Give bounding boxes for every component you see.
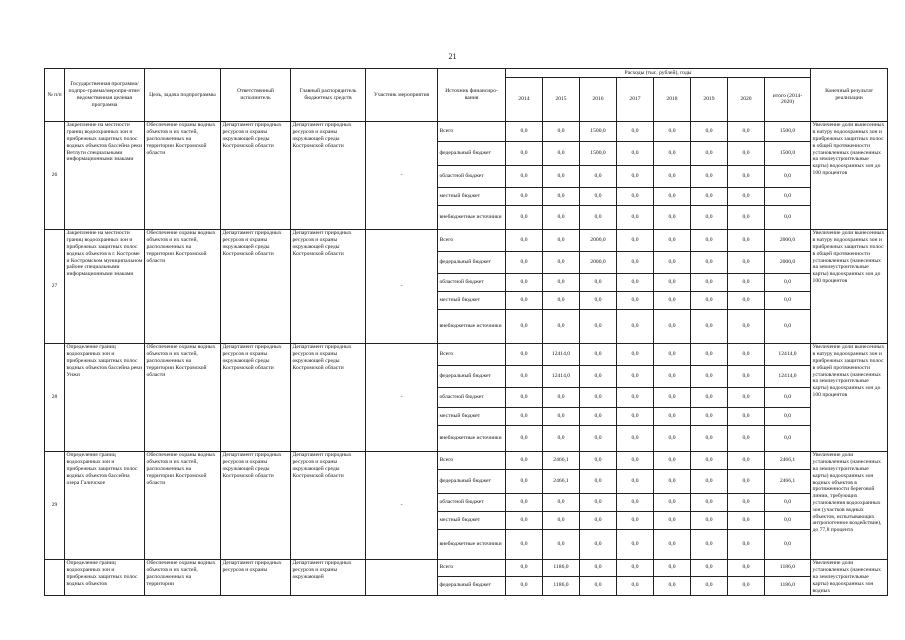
result-text: Увеличение доли вынесенных в натуру водоохранных зон и прибрежных защитных полос в общей протяженности установленных (нанесенных на землеустроительные карты) водоохранных зон до 100 процентов <box>811 121 888 229</box>
amount-cell: 0,0 <box>654 559 691 576</box>
amount-cell: 0,0 <box>506 365 543 387</box>
financing-source: Всего <box>438 343 506 365</box>
header-result: Конечный результат реализации <box>811 69 888 122</box>
amount-cell: 0,0 <box>654 576 691 595</box>
amount-cell: 0,0 <box>728 451 765 469</box>
amount-cell: 2000,0 <box>580 229 617 251</box>
participant-text: - <box>366 343 438 451</box>
financing-source: внебюджетные источники <box>438 425 506 451</box>
amount-cell: 0,0 <box>580 343 617 365</box>
amount-cell: 0,0 <box>506 291 543 309</box>
amount-cell: 0,0 <box>691 251 728 273</box>
amount-cell: 0,0 <box>691 229 728 251</box>
amount-cell: 0,0 <box>506 121 543 141</box>
amount-cell: 0,0 <box>728 493 765 511</box>
amount-total: 0,0 <box>765 291 811 309</box>
financing-source: федеральный бюджет <box>438 141 506 165</box>
amount-cell: 2000,0 <box>580 251 617 273</box>
amount-cell: 0,0 <box>654 387 691 407</box>
amount-total: 12414,0 <box>765 343 811 365</box>
amount-cell: 0,0 <box>506 559 543 576</box>
amount-cell: 0,0 <box>654 205 691 229</box>
amount-cell: 0,0 <box>691 141 728 165</box>
amount-cell: 0,0 <box>617 309 654 343</box>
manager-text: Департамент природных ресурсов и охраны окружающей среды Костромской области <box>291 121 366 229</box>
amount-cell: 0,0 <box>654 365 691 387</box>
amount-cell: 0,0 <box>654 309 691 343</box>
amount-cell: 0,0 <box>691 273 728 291</box>
amount-cell: 0,0 <box>654 165 691 187</box>
financing-source: Всего <box>438 559 506 576</box>
amount-cell: 0,0 <box>691 187 728 205</box>
result-text: Увеличение доли установленных (нанесенных на землеустроительные карты) водоохранных зон водных <box>811 559 888 595</box>
row-number: 29 <box>45 451 65 559</box>
amount-cell: 0,0 <box>506 511 543 529</box>
executor-text: Департамент природных ресурсов и охраны <box>221 559 291 595</box>
goal-text: Обеспечение охраны водных объектов и их частей, расположенных на территории Костромской области <box>145 451 221 559</box>
header-executor: Ответственный исполнитель <box>221 69 291 122</box>
manager-text: Департамент природных ресурсов и охраны окружающей среды Костромской области <box>291 229 366 343</box>
amount-cell: 0,0 <box>543 387 580 407</box>
manager-text: Департамент природных ресурсов и охраны окружающей <box>291 559 366 595</box>
amount-total: 0,0 <box>765 407 811 425</box>
amount-cell: 0,0 <box>617 576 654 595</box>
table-row <box>45 121 888 141</box>
amount-cell: 0,0 <box>543 529 580 559</box>
amount-cell: 0,0 <box>728 469 765 493</box>
amount-cell: 0,0 <box>691 365 728 387</box>
amount-cell: 0,0 <box>617 141 654 165</box>
amount-cell: 0,0 <box>691 425 728 451</box>
result-text: Увеличение доли вынесенных в натуру водоохранных зон и прибрежных защитных полос в общей протяженности установленных (нанесенных на землеустроительные карты) водоохранных зон до 100 процентов <box>811 229 888 343</box>
amount-cell: 0,0 <box>506 273 543 291</box>
amount-cell: 0,0 <box>543 493 580 511</box>
amount-cell: 0,0 <box>506 407 543 425</box>
amount-cell: 0,0 <box>580 451 617 469</box>
amount-cell: 0,0 <box>728 121 765 141</box>
amount-cell: 0,0 <box>691 576 728 595</box>
amount-cell: 0,0 <box>691 493 728 511</box>
participant-text <box>366 559 438 595</box>
amount-cell: 0,0 <box>728 559 765 576</box>
amount-cell: 0,0 <box>506 141 543 165</box>
amount-cell: 0,0 <box>728 343 765 365</box>
amount-cell: 0,0 <box>654 425 691 451</box>
amount-cell: 0,0 <box>691 343 728 365</box>
amount-cell: 0,0 <box>691 309 728 343</box>
amount-cell: 0,0 <box>506 343 543 365</box>
program-name: Закрепление на местности границ водоохранных зон и прибрежных защитных полос водных объектов бассейна реки Ветлуги специальными информационными знаками <box>65 121 145 229</box>
amount-total: 2000,0 <box>765 251 811 273</box>
financing-table <box>44 68 888 596</box>
amount-cell: 1186,0 <box>543 559 580 576</box>
amount-cell: 0,0 <box>654 469 691 493</box>
amount-cell: 0,0 <box>617 511 654 529</box>
amount-cell: 0,0 <box>580 425 617 451</box>
amount-cell: 0,0 <box>728 165 765 187</box>
participant-text: - <box>366 451 438 559</box>
amount-cell: 0,0 <box>691 559 728 576</box>
table-row <box>45 451 888 469</box>
header-participant: Участник мероприятия <box>366 69 438 122</box>
amount-cell: 0,0 <box>543 251 580 273</box>
financing-source: областной бюджет <box>438 493 506 511</box>
amount-total: 12414,0 <box>765 365 811 387</box>
amount-total: 0,0 <box>765 529 811 559</box>
financing-source: Всего <box>438 121 506 141</box>
amount-cell: 0,0 <box>617 291 654 309</box>
table-row <box>45 559 888 576</box>
amount-cell: 0,0 <box>580 165 617 187</box>
amount-cell: 0,0 <box>580 309 617 343</box>
amount-cell: 0,0 <box>654 251 691 273</box>
amount-cell: 0,0 <box>691 291 728 309</box>
amount-cell: 0,0 <box>691 529 728 559</box>
financing-source: местный бюджет <box>438 511 506 529</box>
goal-text: Обеспечение охраны водных объектов и их частей, расположенных на территории <box>145 559 221 595</box>
executor-text: Департамент природных ресурсов и охраны окружающей среды Костромской области <box>221 121 291 229</box>
amount-cell: 0,0 <box>617 165 654 187</box>
financing-source: областной бюджет <box>438 273 506 291</box>
amount-cell: 0,0 <box>728 576 765 595</box>
result-text: Увеличение доли установленных (нанесенных на землеустроительные карты) водоохранных зон водных объектов в протяженности береговой линии, требующих установления водоохранных зон (участков водных объектов, испытывающих антропогенное воздействие), до 77,8 процента <box>811 451 888 559</box>
executor-text: Департамент природных ресурсов и охраны окружающей среды Костромской области <box>221 229 291 343</box>
amount-cell: 0,0 <box>654 187 691 205</box>
amount-cell: 0,0 <box>580 576 617 595</box>
amount-cell: 0,0 <box>617 229 654 251</box>
amount-cell: 0,0 <box>654 511 691 529</box>
financing-source: местный бюджет <box>438 187 506 205</box>
amount-total: 0,0 <box>765 309 811 343</box>
financing-source: внебюджетные источники <box>438 205 506 229</box>
goal-text: Обеспечение охраны водных объектов и их частей, расположенных на территории Костромской области <box>145 121 221 229</box>
amount-cell: 0,0 <box>654 273 691 291</box>
header-year: 2020 <box>728 77 765 121</box>
amount-cell: 0,0 <box>617 365 654 387</box>
amount-cell: 0,0 <box>543 291 580 309</box>
header-year: 2015 <box>543 77 580 121</box>
participant-text: - <box>366 229 438 343</box>
table-row <box>45 343 888 365</box>
amount-cell: 0,0 <box>580 511 617 529</box>
financing-source: федеральный бюджет <box>438 576 506 595</box>
amount-total: 0,0 <box>765 187 811 205</box>
amount-cell: 0,0 <box>506 425 543 451</box>
amount-cell: 0,0 <box>728 511 765 529</box>
manager-text: Департамент природных ресурсов и охраны окружающей среды Костромской области <box>291 451 366 559</box>
amount-total: 0,0 <box>765 425 811 451</box>
goal-text: Обеспечение охраны водных объектов и их частей, расположенных на территории Костромской области <box>145 229 221 343</box>
amount-cell: 0,0 <box>543 425 580 451</box>
amount-cell: 0,0 <box>691 121 728 141</box>
amount-cell: 0,0 <box>506 469 543 493</box>
header-num: № п/п <box>45 69 65 122</box>
row-number: 28 <box>45 343 65 451</box>
amount-cell: 0,0 <box>654 121 691 141</box>
amount-cell: 0,0 <box>580 493 617 511</box>
header-source: Источник финансиро-вания <box>438 69 506 122</box>
amount-cell: 0,0 <box>506 387 543 407</box>
amount-cell: 12414,0 <box>543 343 580 365</box>
amount-cell: 1500,0 <box>580 121 617 141</box>
amount-total: 1500,0 <box>765 141 811 165</box>
amount-cell: 0,0 <box>654 343 691 365</box>
row-number: 26 <box>45 121 65 229</box>
amount-cell: 0,0 <box>654 529 691 559</box>
amount-cell: 0,0 <box>654 229 691 251</box>
financing-source: внебюджетные источники <box>438 309 506 343</box>
amount-cell: 0,0 <box>506 451 543 469</box>
amount-cell: 0,0 <box>506 229 543 251</box>
amount-cell: 12414,0 <box>543 365 580 387</box>
amount-cell: 0,0 <box>580 529 617 559</box>
amount-cell: 0,0 <box>580 187 617 205</box>
amount-cell: 0,0 <box>728 309 765 343</box>
amount-total: 2466,1 <box>765 451 811 469</box>
amount-cell: 0,0 <box>543 121 580 141</box>
amount-cell: 0,0 <box>506 309 543 343</box>
table-header <box>45 69 888 122</box>
financing-source: областной бюджет <box>438 165 506 187</box>
amount-cell: 0,0 <box>506 165 543 187</box>
amount-cell: 0,0 <box>580 365 617 387</box>
amount-cell: 0,0 <box>506 251 543 273</box>
amount-cell: 0,0 <box>728 141 765 165</box>
amount-cell: 0,0 <box>617 205 654 229</box>
financing-source: федеральный бюджет <box>438 469 506 493</box>
amount-cell: 0,0 <box>617 451 654 469</box>
amount-cell: 0,0 <box>654 141 691 165</box>
amount-cell: 0,0 <box>654 291 691 309</box>
amount-cell: 0,0 <box>728 205 765 229</box>
amount-cell: 0,0 <box>654 407 691 425</box>
amount-cell: 0,0 <box>543 309 580 343</box>
amount-cell: 0,0 <box>617 343 654 365</box>
amount-cell: 0,0 <box>506 493 543 511</box>
amount-cell: 0,0 <box>506 576 543 595</box>
amount-cell: 0,0 <box>617 387 654 407</box>
amount-cell: 0,0 <box>543 165 580 187</box>
participant-text: - <box>366 121 438 229</box>
program-name: Определение границ водоохранных зон и прибрежных защитных полос водных объектов бассейна озера Галичское <box>65 451 145 559</box>
amount-cell: 0,0 <box>728 251 765 273</box>
table-row <box>45 229 888 251</box>
amount-cell: 2466,1 <box>543 469 580 493</box>
header-year: 2017 <box>617 77 654 121</box>
amount-cell: 1500,0 <box>580 141 617 165</box>
financing-source: Всего <box>438 451 506 469</box>
amount-cell: 0,0 <box>691 387 728 407</box>
result-text: Увеличение доли вынесенных в натуру водоохранных зон и прибрежных защитных полос в общей протяженности установленных (нанесенных на землеустроительные карты) водоохранных зон до 100 процентов <box>811 343 888 451</box>
financing-source: областной бюджет <box>438 387 506 407</box>
amount-cell: 0,0 <box>691 205 728 229</box>
amount-cell: 0,0 <box>543 141 580 165</box>
amount-cell: 0,0 <box>617 187 654 205</box>
row-number <box>45 559 65 595</box>
amount-cell: 1186,0 <box>543 576 580 595</box>
amount-total: 0,0 <box>765 205 811 229</box>
amount-cell: 0,0 <box>728 229 765 251</box>
amount-cell: 0,0 <box>728 407 765 425</box>
amount-cell: 0,0 <box>617 425 654 451</box>
program-name: Определение границ водоохранных зон и прибрежных защитных полос водных объектов <box>65 559 145 595</box>
amount-cell: 0,0 <box>617 559 654 576</box>
header-manager: Главный распорядитель бюджетных средств <box>291 69 366 122</box>
amount-total: 2000,0 <box>765 229 811 251</box>
header-program: Государственная программа/подпро-грамма/меропри-ятие/ведомственная целевая программа <box>65 69 145 122</box>
financing-source: федеральный бюджет <box>438 365 506 387</box>
financing-source: местный бюджет <box>438 291 506 309</box>
amount-cell: 0,0 <box>728 425 765 451</box>
financing-source: внебюджетные источники <box>438 529 506 559</box>
manager-text: Департамент природных ресурсов и охраны окружающей среды Костромской области <box>291 343 366 451</box>
amount-cell: 0,0 <box>728 187 765 205</box>
executor-text: Департамент природных ресурсов и охраны окружающей среды Костромской области <box>221 451 291 559</box>
header-year-total: итого (2014-2020) <box>765 77 811 121</box>
amount-cell: 0,0 <box>617 469 654 493</box>
goal-text: Обеспечение охраны водных объектов и их частей, расположенных на территории Костромской области <box>145 343 221 451</box>
amount-cell: 0,0 <box>506 187 543 205</box>
amount-cell: 0,0 <box>691 451 728 469</box>
executor-text: Департамент природных ресурсов и охраны окружающей среды Костромской области <box>221 343 291 451</box>
header-year: 2016 <box>580 77 617 121</box>
amount-total: 0,0 <box>765 165 811 187</box>
amount-cell: 0,0 <box>580 469 617 493</box>
amount-cell: 0,0 <box>543 273 580 291</box>
amount-cell: 0,0 <box>617 407 654 425</box>
amount-cell: 0,0 <box>691 511 728 529</box>
amount-cell: 0,0 <box>506 529 543 559</box>
financing-source: федеральный бюджет <box>438 251 506 273</box>
amount-cell: 0,0 <box>580 291 617 309</box>
amount-cell: 0,0 <box>728 273 765 291</box>
amount-total: 0,0 <box>765 387 811 407</box>
amount-cell: 0,0 <box>543 205 580 229</box>
amount-cell: 0,0 <box>617 251 654 273</box>
amount-cell: 0,0 <box>506 205 543 229</box>
amount-cell: 0,0 <box>617 529 654 559</box>
amount-cell: 0,0 <box>580 205 617 229</box>
program-name: Закрепление на местности границ водоохранных зон и прибрежных защитных полос водных объектов в г. Костроме и Костромском муниципальном районе специальными информационными знаками <box>65 229 145 343</box>
amount-total: 1186,0 <box>765 559 811 576</box>
amount-total: 0,0 <box>765 273 811 291</box>
amount-cell: 0,0 <box>691 165 728 187</box>
amount-cell: 0,0 <box>728 529 765 559</box>
amount-cell: 0,0 <box>617 121 654 141</box>
table-body <box>45 121 888 595</box>
amount-cell: 0,0 <box>543 407 580 425</box>
amount-total: 0,0 <box>765 511 811 529</box>
page-number: 21 <box>448 52 457 61</box>
amount-cell: 0,0 <box>691 407 728 425</box>
amount-cell: 2466,1 <box>543 451 580 469</box>
header-goal: Цель, задача подпрограммы <box>145 69 221 122</box>
amount-cell: 0,0 <box>654 451 691 469</box>
amount-cell: 0,0 <box>654 493 691 511</box>
amount-cell: 0,0 <box>580 273 617 291</box>
amount-cell: 0,0 <box>580 559 617 576</box>
financing-source: Всего <box>438 229 506 251</box>
financing-source: местный бюджет <box>438 407 506 425</box>
amount-total: 0,0 <box>765 493 811 511</box>
amount-cell: 0,0 <box>617 273 654 291</box>
header-year: 2018 <box>654 77 691 121</box>
amount-total: 1500,0 <box>765 121 811 141</box>
amount-cell: 0,0 <box>691 469 728 493</box>
amount-cell: 0,0 <box>543 187 580 205</box>
amount-cell: 0,0 <box>580 407 617 425</box>
amount-cell: 0,0 <box>728 387 765 407</box>
program-name: Определение границ водоохранных зон и прибрежных защитных полос водных объектов бассейна реки Унжи <box>65 343 145 451</box>
header-year: 2019 <box>691 77 728 121</box>
header-expenses: Расходы (тыс. рублей), годы <box>506 69 811 78</box>
amount-cell: 0,0 <box>728 365 765 387</box>
amount-total: 1186,0 <box>765 576 811 595</box>
amount-cell: 0,0 <box>617 493 654 511</box>
amount-cell: 0,0 <box>543 511 580 529</box>
row-number: 27 <box>45 229 65 343</box>
header-year: 2014 <box>506 77 543 121</box>
amount-cell: 0,0 <box>580 387 617 407</box>
amount-total: 2466,1 <box>765 469 811 493</box>
amount-cell: 0,0 <box>543 229 580 251</box>
amount-cell: 0,0 <box>728 291 765 309</box>
